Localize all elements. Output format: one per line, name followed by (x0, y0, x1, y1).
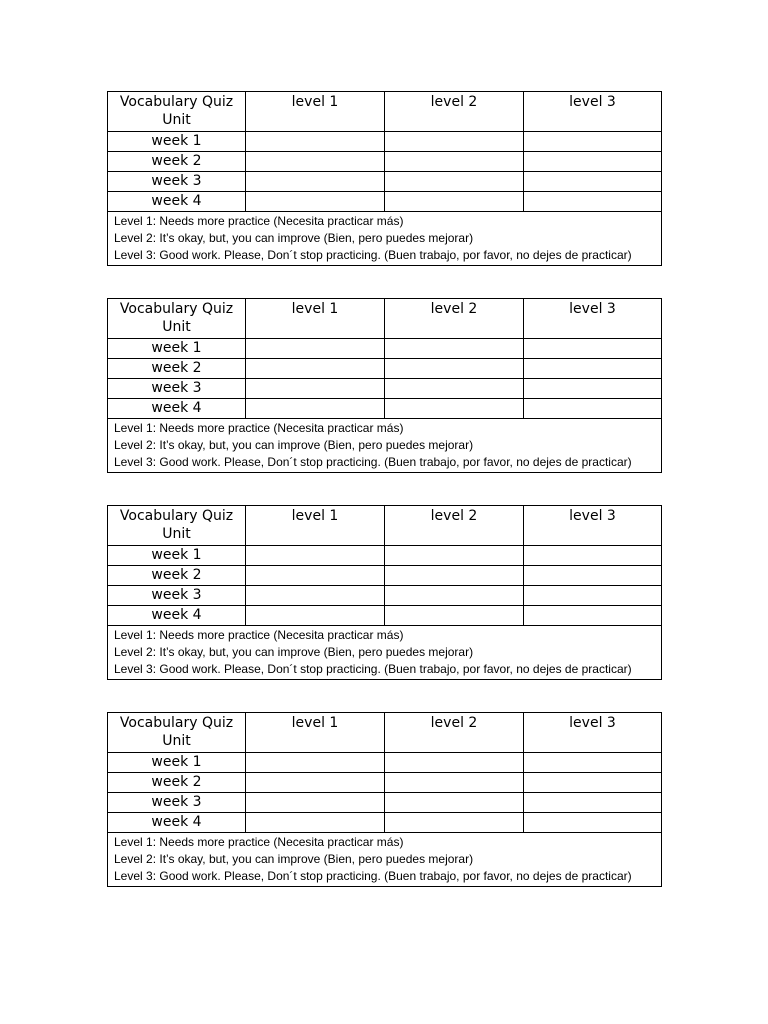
level-1-cell[interactable] (246, 379, 385, 399)
level-2-cell[interactable] (385, 753, 524, 773)
week-label: week 1 (108, 753, 246, 773)
header-row (108, 506, 662, 546)
week-label: week 2 (108, 152, 246, 172)
level-3-cell[interactable] (524, 132, 662, 152)
level-2-cell[interactable] (385, 586, 524, 606)
level-3-cell[interactable] (524, 379, 662, 399)
week-label: week 1 (108, 339, 246, 359)
level-2-header-cell: level 2 (385, 713, 524, 753)
level-2-header-cell: level 2 (385, 506, 524, 546)
week-label: week 3 (108, 586, 246, 606)
week-label: week 4 (108, 606, 246, 626)
legend-level-3: Level 3: Good work. Please, Don´t stop practicing. (Buen trabajo, por favor, no dejes de practicar) (114, 869, 632, 883)
week-row (108, 793, 662, 813)
level-2-cell[interactable] (385, 379, 524, 399)
level-1-cell[interactable] (246, 399, 385, 419)
legend-cell (108, 212, 662, 266)
level-3-header-cell: level 3 (524, 299, 662, 339)
week-row (108, 339, 662, 359)
legend-level-2: Level 2: It’s okay, but, you can improve (Bien, pero puedes mejorar) (114, 645, 474, 659)
week-label: week 4 (108, 192, 246, 212)
legend-level-3: Level 3: Good work. Please, Don´t stop practicing. (Buen trabajo, por favor, no dejes de practicar) (114, 662, 632, 676)
level-3-header-cell: level 3 (524, 506, 662, 546)
level-1-cell[interactable] (246, 566, 385, 586)
legend-row (108, 626, 662, 680)
legend-cell (108, 419, 662, 473)
legend-level-1: Level 1: Needs more practice (Necesita practicar más) (114, 628, 404, 642)
legend-row (108, 419, 662, 473)
week-label: week 2 (108, 359, 246, 379)
level-2-cell[interactable] (385, 132, 524, 152)
level-3-cell[interactable] (524, 359, 662, 379)
week-row (108, 753, 662, 773)
level-2-cell[interactable] (385, 172, 524, 192)
level-2-cell[interactable] (385, 606, 524, 626)
quiz-table-1 (107, 91, 662, 266)
week-label: week 1 (108, 132, 246, 152)
unit-header-cell: Vocabulary Quiz Unit (108, 299, 246, 339)
level-3-cell[interactable] (524, 773, 662, 793)
level-1-cell[interactable] (246, 586, 385, 606)
level-2-cell[interactable] (385, 399, 524, 419)
week-label: week 1 (108, 546, 246, 566)
level-1-cell[interactable] (246, 773, 385, 793)
level-3-header-cell: level 3 (524, 713, 662, 753)
legend-row (108, 212, 662, 266)
level-3-cell[interactable] (524, 586, 662, 606)
week-row (108, 192, 662, 212)
week-row (108, 152, 662, 172)
level-1-cell[interactable] (246, 546, 385, 566)
unit-header-cell: Vocabulary Quiz Unit (108, 92, 246, 132)
quiz-table-2 (107, 298, 662, 473)
week-label: week 4 (108, 399, 246, 419)
unit-header-cell: Vocabulary Quiz Unit (108, 713, 246, 753)
week-label: week 2 (108, 773, 246, 793)
level-3-cell[interactable] (524, 546, 662, 566)
unit-header-cell: Vocabulary Quiz Unit (108, 506, 246, 546)
level-3-cell[interactable] (524, 813, 662, 833)
level-2-cell[interactable] (385, 566, 524, 586)
level-1-header-cell: level 1 (246, 713, 385, 753)
level-1-header-cell: level 1 (246, 506, 385, 546)
week-row (108, 359, 662, 379)
level-2-cell[interactable] (385, 546, 524, 566)
week-label: week 2 (108, 566, 246, 586)
legend-level-1: Level 1: Needs more practice (Necesita practicar más) (114, 214, 404, 228)
legend-level-1: Level 1: Needs more practice (Necesita practicar más) (114, 421, 404, 435)
legend-level-2: Level 2: It’s okay, but, you can improve (Bien, pero puedes mejorar) (114, 852, 474, 866)
header-row (108, 299, 662, 339)
level-3-cell[interactable] (524, 399, 662, 419)
week-row (108, 813, 662, 833)
legend-level-2: Level 2: It’s okay, but, you can improve (Bien, pero puedes mejorar) (114, 231, 474, 245)
legend-row (108, 833, 662, 887)
level-1-cell[interactable] (246, 339, 385, 359)
week-row (108, 566, 662, 586)
level-3-header-cell: level 3 (524, 92, 662, 132)
week-row (108, 399, 662, 419)
week-row (108, 132, 662, 152)
level-1-header-cell: level 1 (246, 92, 385, 132)
level-2-header-cell: level 2 (385, 299, 524, 339)
legend-level-2: Level 2: It’s okay, but, you can improve (Bien, pero puedes mejorar) (114, 438, 474, 452)
week-row (108, 773, 662, 793)
level-2-cell[interactable] (385, 813, 524, 833)
week-row (108, 546, 662, 566)
quiz-table-3 (107, 505, 662, 680)
level-1-cell[interactable] (246, 813, 385, 833)
legend-cell (108, 626, 662, 680)
level-2-cell[interactable] (385, 339, 524, 359)
legend-cell (108, 833, 662, 887)
level-1-header-cell: level 1 (246, 299, 385, 339)
level-2-cell[interactable] (385, 192, 524, 212)
week-label: week 3 (108, 172, 246, 192)
level-3-cell[interactable] (524, 172, 662, 192)
week-row (108, 586, 662, 606)
level-1-cell[interactable] (246, 606, 385, 626)
legend-level-1: Level 1: Needs more practice (Necesita practicar más) (114, 835, 404, 849)
level-2-cell[interactable] (385, 773, 524, 793)
level-2-cell[interactable] (385, 359, 524, 379)
level-3-cell[interactable] (524, 339, 662, 359)
level-3-cell[interactable] (524, 566, 662, 586)
level-3-cell[interactable] (524, 192, 662, 212)
level-2-cell[interactable] (385, 152, 524, 172)
level-1-cell[interactable] (246, 793, 385, 813)
legend-level-3: Level 3: Good work. Please, Don´t stop practicing. (Buen trabajo, por favor, no dejes de practicar) (114, 248, 632, 262)
week-row (108, 379, 662, 399)
week-label: week 3 (108, 793, 246, 813)
level-1-cell[interactable] (246, 192, 385, 212)
week-row (108, 606, 662, 626)
level-1-cell[interactable] (246, 753, 385, 773)
level-2-header-cell: level 2 (385, 92, 524, 132)
level-2-cell[interactable] (385, 793, 524, 813)
level-3-cell[interactable] (524, 152, 662, 172)
quiz-table-4 (107, 712, 662, 887)
level-1-cell[interactable] (246, 152, 385, 172)
header-row (108, 92, 662, 132)
week-label: week 3 (108, 379, 246, 399)
level-3-cell[interactable] (524, 753, 662, 773)
level-1-cell[interactable] (246, 359, 385, 379)
level-3-cell[interactable] (524, 606, 662, 626)
level-1-cell[interactable] (246, 132, 385, 152)
level-3-cell[interactable] (524, 793, 662, 813)
level-1-cell[interactable] (246, 172, 385, 192)
header-row (108, 713, 662, 753)
legend-level-3: Level 3: Good work. Please, Don´t stop practicing. (Buen trabajo, por favor, no dejes de practicar) (114, 455, 632, 469)
week-label: week 4 (108, 813, 246, 833)
week-row (108, 172, 662, 192)
